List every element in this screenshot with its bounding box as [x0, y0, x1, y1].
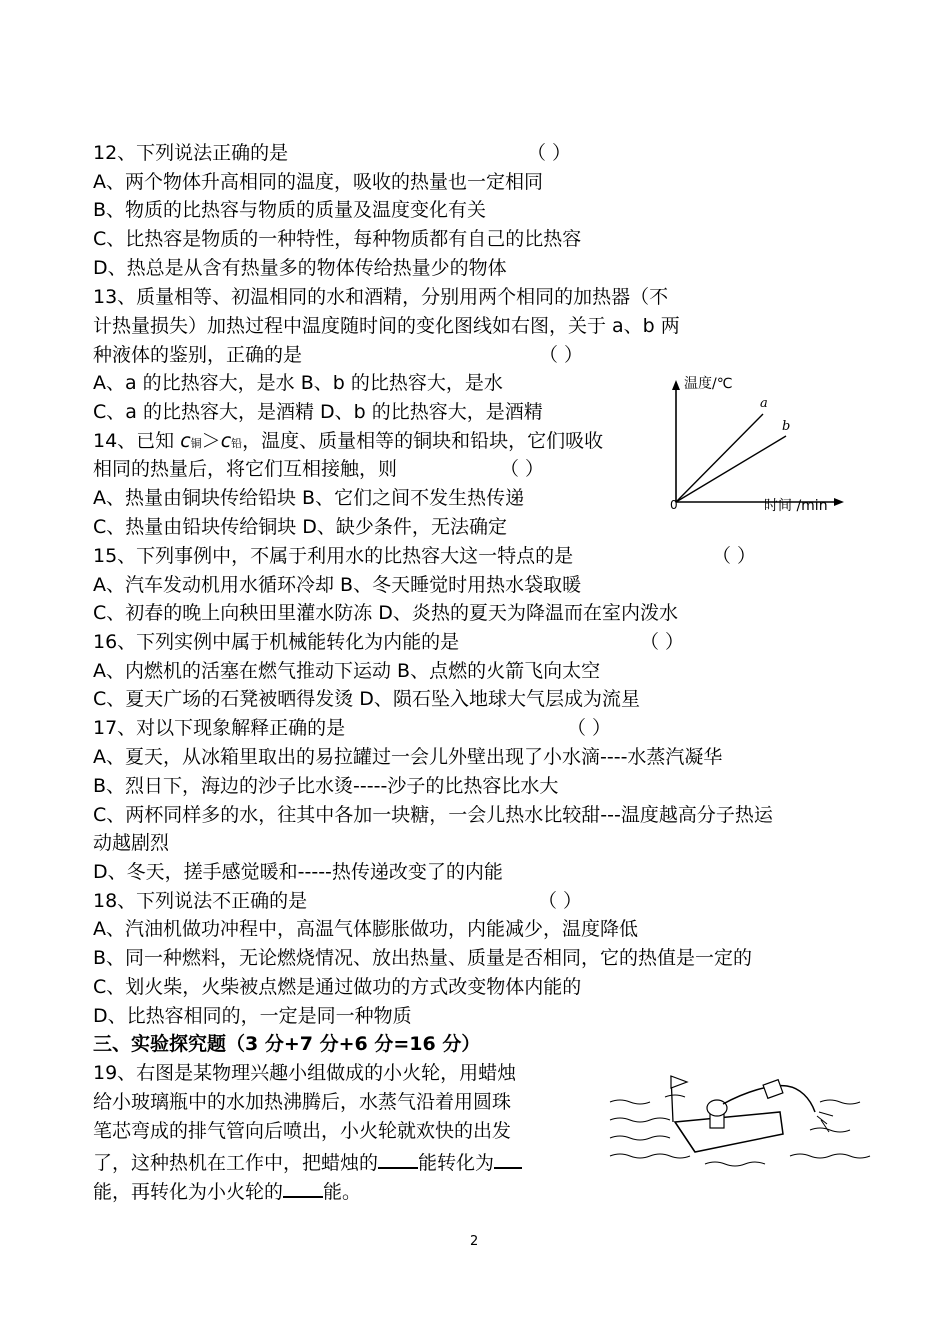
q17-option-c-line2: 动越剧烈: [93, 832, 170, 854]
q16-options-ab: A、内燃机的活塞在燃气推动下运动 B、点燃的火箭飞向太空: [93, 660, 601, 682]
q18-stem: 18、下列说法不正确的是: [93, 890, 308, 912]
page-number: 2: [470, 1234, 479, 1249]
pipe-holder: [763, 1080, 783, 1099]
wave: [610, 1154, 690, 1158]
q12-option-a: A、两个物体升高相同的温度，吸收的热量也一定相同: [93, 171, 543, 193]
graph-origin-label: 0: [670, 498, 678, 512]
q13-answer-paren: （ ）: [539, 344, 584, 366]
graph-y-label: 温度/℃: [684, 376, 733, 392]
q16-options-cd: C、夏天广场的石凳被晒得发烫 D、陨石坠入地球大气层成为流星: [93, 688, 640, 710]
q19-line3: 笔芯弯成的排气管向后喷出，小火轮就欢快的出发: [93, 1120, 512, 1142]
q12-answer-paren: （ ）: [527, 142, 572, 164]
wave: [610, 1100, 650, 1104]
wave: [810, 1128, 850, 1132]
section-3-heading: 三、实验探究题（3 分+7 分+6 分=16 分）: [93, 1033, 481, 1055]
q17-option-d: D、冬天，搓手感觉暖和-----热传递改变了的内能: [93, 861, 503, 883]
glass-bottle: [707, 1100, 727, 1116]
q17-option-b: B、烈日下，海边的沙子比水烫-----沙子的比热容比水大: [93, 775, 559, 797]
q17-option-c-line1: C、两杯同样多的水，往其中各加一块糖，一会儿热水比较甜---温度越高分子热运: [93, 804, 773, 826]
q19-blank-3: [283, 1178, 323, 1198]
q17-option-a: A、夏天，从冰箱里取出的易拉罐过一会儿外壁出现了小水滴----水蒸汽凝华: [93, 746, 723, 768]
q19-line4-text-b: 能转化为: [418, 1152, 495, 1174]
q13-stem-line2: 计热量损失）加热过程中温度随时间的变化图线如右图，关于 a、b 两: [93, 315, 680, 337]
graph-x-label: 时间 /min: [764, 498, 828, 514]
graph-y-arrow: [672, 380, 680, 390]
q17-answer-paren: （ ）: [567, 717, 612, 739]
graph-line-a-label: a: [760, 396, 768, 411]
q19-blank-2: [494, 1149, 522, 1169]
q14-greater-than: ＞: [201, 430, 221, 452]
q19-line5-text-b: 能。: [323, 1181, 362, 1203]
wave: [610, 1136, 670, 1140]
q16-answer-paren: （ ）: [640, 631, 685, 653]
q13-stem-line3: 种液体的鉴别，正确的是: [93, 344, 303, 366]
q16-stem: 16、下列实例中属于机械能转化为内能的是: [93, 631, 460, 653]
q14-answer-paren: （ ）: [500, 458, 545, 480]
q12-option-d: D、热总是从含有热量多的物体传给热量少的物体: [93, 257, 507, 279]
q19-line2: 给小玻璃瓶中的水加热沸腾后，水蒸气沿着用圆珠: [93, 1091, 512, 1113]
q19-line5-text-a: 能，再转化为小火轮的: [93, 1181, 284, 1203]
q14-stem-line1: [93, 430, 603, 455]
q19-blank-1: [378, 1149, 418, 1169]
q19-line5: [93, 1178, 361, 1203]
q14-pre: 14、已知: [93, 430, 181, 452]
q17-stem: 17、对以下现象解释正确的是: [93, 717, 346, 739]
q14-options-ab: A、热量由铜块传给铅块 B、它们之间不发生热传递: [93, 487, 525, 509]
wave: [610, 1118, 670, 1122]
q14-stem-line2: 相同的热量后，将它们互相接触，则: [93, 458, 398, 480]
q18-option-d: D、比热容相同的，一定是同一种物质: [93, 1005, 412, 1027]
temperature-time-graph: [666, 374, 846, 514]
wave: [665, 1095, 685, 1097]
q14-c-symbol-2: c: [220, 430, 232, 452]
q14-options-cd: C、热量由铅块传给铜块 D、缺少条件，无法确定: [93, 516, 507, 538]
q15-options-cd: C、初春的晚上向秧田里灌水防冻 D、炎热的夏天为降温而在室内泼水: [93, 602, 678, 624]
wave: [790, 1154, 870, 1158]
q19-line4-text-a: 了，这种热机在工作中，把蜡烛的: [93, 1152, 379, 1174]
q14-c-symbol-1: c: [180, 430, 191, 452]
q12-option-c: C、比热容是物质的一种特性，每种物质都有自己的比热容: [93, 228, 582, 250]
q19-line1: 19、右图是某物理兴趣小组做成的小火轮，用蜡烛: [93, 1062, 517, 1084]
q15-answer-paren: （ ）: [712, 545, 757, 567]
wave: [705, 1162, 765, 1166]
q18-option-a: A、汽油机做功冲程中，高温气体膨胀做功，内能减少，温度降低: [93, 918, 638, 940]
q13-stem-line1: 13、质量相等、初温相同的水和酒精，分别用两个相同的加热器（不: [93, 286, 669, 308]
wave: [820, 1100, 860, 1104]
q14-post: ，温度、质量相等的铜块和铅块，它们吸收: [242, 430, 604, 452]
q14-subscript-copper: 铜: [190, 437, 202, 450]
q18-option-c: C、划火柴，火柴被点燃是通过做功的方式改变物体内能的: [93, 976, 582, 998]
q18-option-b: B、同一种燃料，无论燃烧情况、放出热量、质量是否相同，它的热值是一定的: [93, 947, 753, 969]
graph-line-b-label: b: [782, 419, 791, 434]
q13-options-ab: A、a 的比热容大，是水 B、b 的比热容大，是水: [93, 372, 503, 394]
q12-stem: 12、下列说法正确的是: [93, 142, 289, 164]
q15-stem: 15、下列事例中，不属于利用水的比热容大这一特点的是: [93, 545, 574, 567]
q15-options-ab: A、汽车发动机用水循环冷却 B、冬天睡觉时用热水袋取暖: [93, 574, 582, 596]
q13-options-cd: C、a 的比热容大，是酒精 D、b 的比热容大，是酒精: [93, 401, 543, 423]
steam-line: [817, 1116, 827, 1124]
q19-line4: [93, 1149, 522, 1174]
q14-subscript-lead: 铅: [231, 437, 243, 450]
q12-option-b: B、物质的比热容与物质的质量及温度变化有关: [93, 199, 487, 221]
steam-boat-illustration: [605, 1072, 875, 1168]
flag: [671, 1076, 687, 1088]
graph-x-arrow: [834, 498, 844, 506]
steam-line: [819, 1112, 833, 1116]
q18-answer-paren: （ ）: [538, 890, 583, 912]
